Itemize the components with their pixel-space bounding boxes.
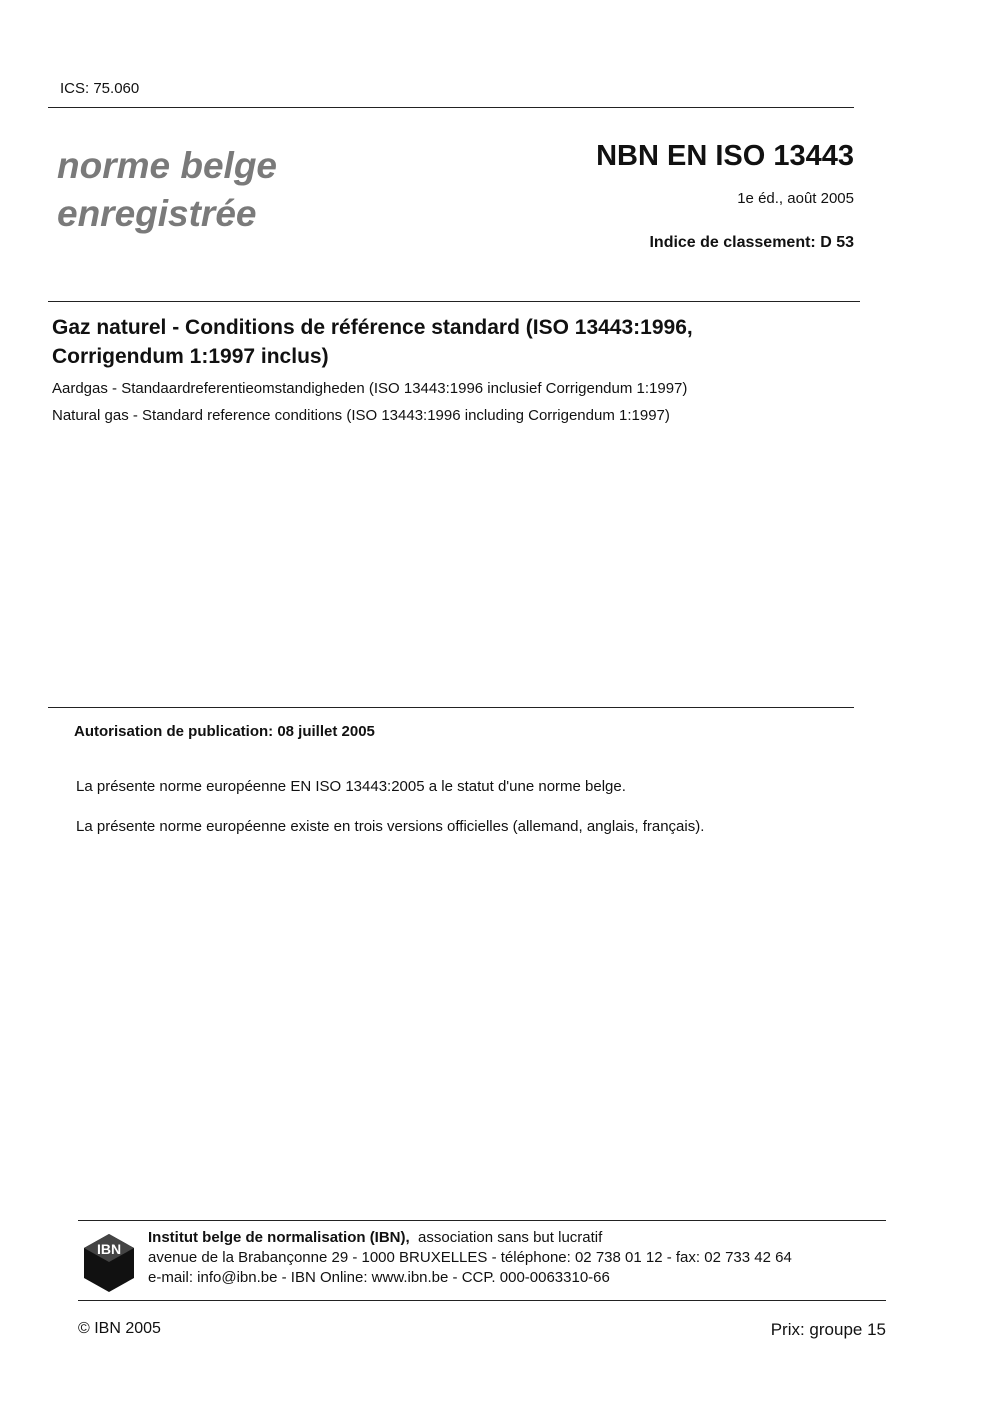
logo-text: IBN [96,1241,122,1257]
french-title [52,313,852,371]
english-title: Natural gas - Standard reference conditions (ISO 13443:1996 including Corrigendum 1:1997) [52,407,670,424]
status-paragraph: La présente norme européenne EN ISO 13443:2005 a le statut d'une norme belge. [76,778,626,795]
header-divider [48,107,854,108]
footer-bottom-divider [78,1300,886,1301]
brand-title [57,142,277,238]
publication-divider [48,707,854,708]
classification-index: Indice de classement: D 53 [649,234,854,251]
edition-date: 1e éd., août 2005 [737,190,854,207]
institute-address: avenue de la Brabançonne 29 - 1000 BRUXELLES - téléphone: 02 738 01 12 - fax: 02 733 42 64 [148,1249,792,1266]
dutch-title: Aardgas - Standaardreferentieomstandigheden (ISO 13443:1996 inclusief Corrigendum 1:1997) [52,380,688,397]
institute-line [148,1228,792,1248]
institute-contact: e-mail: info@ibn.be - IBN Online: www.ibn.be - CCP. 000-0063310-66 [148,1269,610,1286]
french-title-line-1: Gaz naturel - Conditions de référence standard (ISO 13443:1996, [52,316,693,339]
brand-line-1: norme belge [57,145,277,186]
institute-suffix: association sans but lucratif [409,1229,603,1246]
institute-name: Institut belge de normalisation (IBN), [148,1229,410,1246]
footer-top-divider [78,1220,886,1221]
versions-paragraph: La présente norme européenne existe en trois versions officielles (allemand, anglais, français). [76,818,705,835]
copyright: © IBN 2005 [78,1320,161,1337]
institute-info [148,1228,792,1288]
brand-line-2: enregistrée [57,193,257,234]
french-title-line-2: Corrigendum 1:1997 inclus) [52,345,329,368]
price-group: Prix: groupe 15 [770,1320,886,1339]
title-divider [48,301,860,302]
publication-authorization: Autorisation de publication: 08 juillet 2005 [74,723,375,740]
standard-number: NBN EN ISO 13443 [596,140,854,172]
ibn-logo [80,1232,138,1294]
ics-code: ICS: 75.060 [60,80,140,97]
